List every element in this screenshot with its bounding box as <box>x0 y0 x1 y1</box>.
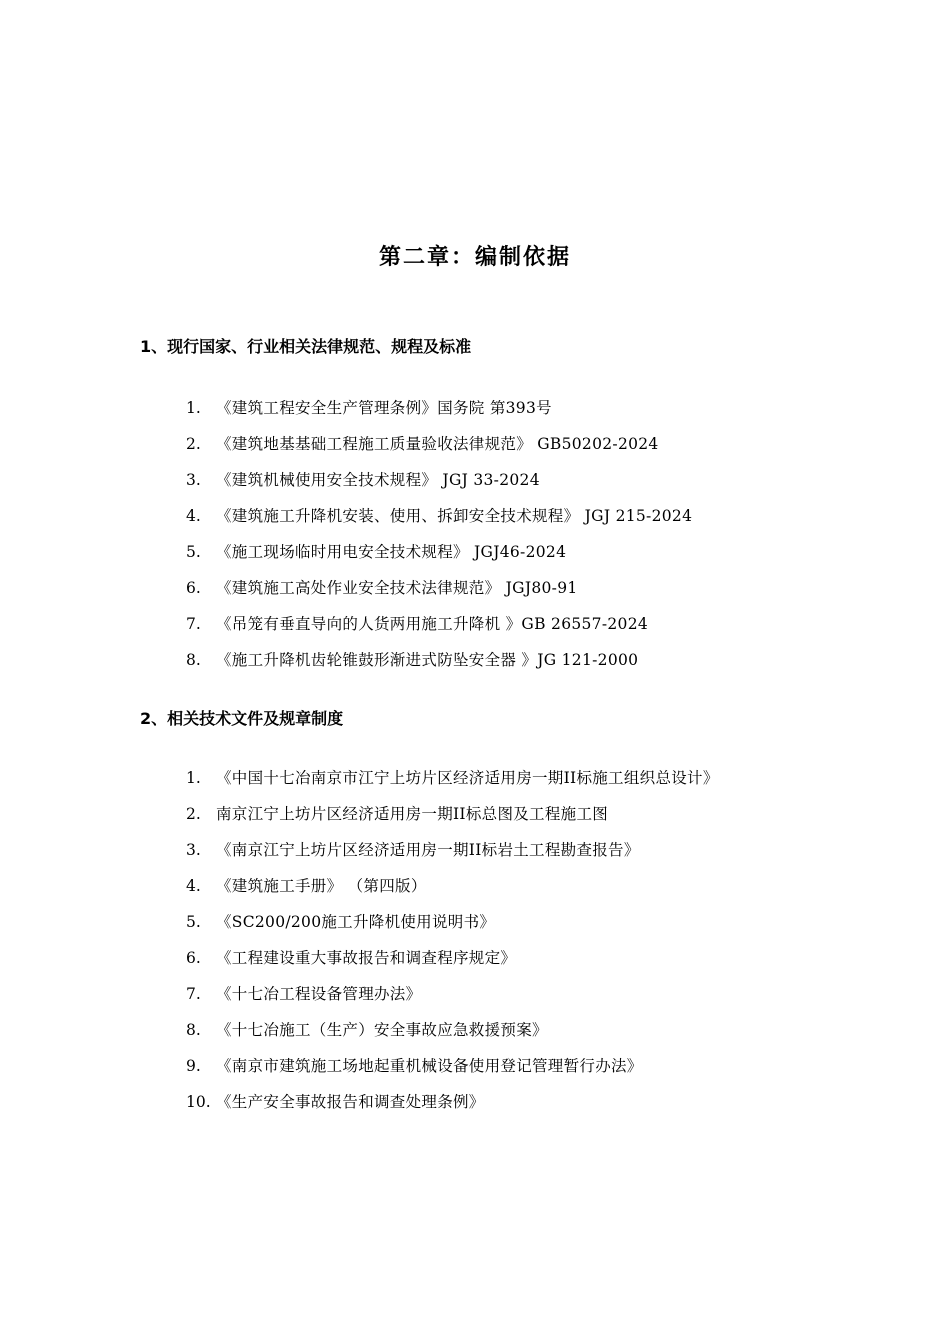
item-text: 《十七冶工程设备管理办法》 <box>216 985 422 1003</box>
item-number: 3. <box>186 841 201 859</box>
item-number: 7. <box>186 615 201 633</box>
item-number: 5. <box>186 543 201 561</box>
item-text: 《建筑机械使用安全技术规程》 JGJ 33-2024 <box>216 471 540 489</box>
item-text: 《建筑施工高处作业安全技术法律规范》 JGJ80-91 <box>216 579 578 597</box>
item-number: 10. <box>186 1093 211 1111</box>
item-number: 4. <box>186 877 201 895</box>
item-text: 《南京市建筑施工场地起重机械设备使用登记管理暂行办法》 <box>216 1057 643 1075</box>
item-text: 《南京江宁上坊片区经济适用房一期II标岩土工程勘查报告》 <box>216 841 640 859</box>
item-number: 2. <box>186 805 201 823</box>
item-number: 3. <box>186 471 201 489</box>
item-number: 8. <box>186 1021 201 1039</box>
chapter-title: 第二章：编制依据 <box>378 245 571 270</box>
item-text: 《建筑施工升降机安装、使用、拆卸安全技术规程》 JGJ 215-2024 <box>216 507 693 525</box>
item-number: 9. <box>186 1057 201 1075</box>
item-number: 5. <box>186 913 201 931</box>
item-text: 《中国十七冶南京市江宁上坊片区经济适用房一期II标施工组织总设计》 <box>216 769 719 787</box>
item-text: 《工程建设重大事故报告和调查程序规定》 <box>216 949 517 967</box>
item-text: 《吊笼有垂直导向的人货两用施工升降机 》GB 26557-2024 <box>216 615 649 633</box>
item-text: 《十七冶施工（生产）安全事故应急救援预案》 <box>216 1021 548 1039</box>
item-number: 1. <box>186 769 201 787</box>
section-heading-2: 2、相关技术文件及规章制度 <box>140 709 344 728</box>
item-text: 《建筑工程安全生产管理条例》国务院 第393号 <box>216 399 552 417</box>
item-text: 《建筑地基基础工程施工质量验收法律规范》 GB50202-2024 <box>216 435 659 453</box>
item-number: 1. <box>186 399 201 417</box>
item-number: 8. <box>186 651 201 669</box>
item-number: 6. <box>186 949 201 967</box>
item-text: 《SC200/200施工升降机使用说明书》 <box>216 913 496 931</box>
item-text: 《施工升降机齿轮锥鼓形渐进式防坠安全器 》JG 121-2000 <box>216 651 639 669</box>
item-text: 《施工现场临时用电安全技术规程》 JGJ46-2024 <box>216 543 567 561</box>
item-number: 6. <box>186 579 201 597</box>
item-number: 2. <box>186 435 201 453</box>
item-text: 《建筑施工手册》 （第四版） <box>216 877 427 895</box>
section-heading-1: 1、现行国家、行业相关法律规范、规程及标准 <box>140 337 472 356</box>
item-number: 4. <box>186 507 201 525</box>
item-text: 南京江宁上坊片区经济适用房一期II标总图及工程施工图 <box>216 805 609 823</box>
item-number: 7. <box>186 985 201 1003</box>
item-text: 《生产安全事故报告和调查处理条例》 <box>216 1093 485 1111</box>
